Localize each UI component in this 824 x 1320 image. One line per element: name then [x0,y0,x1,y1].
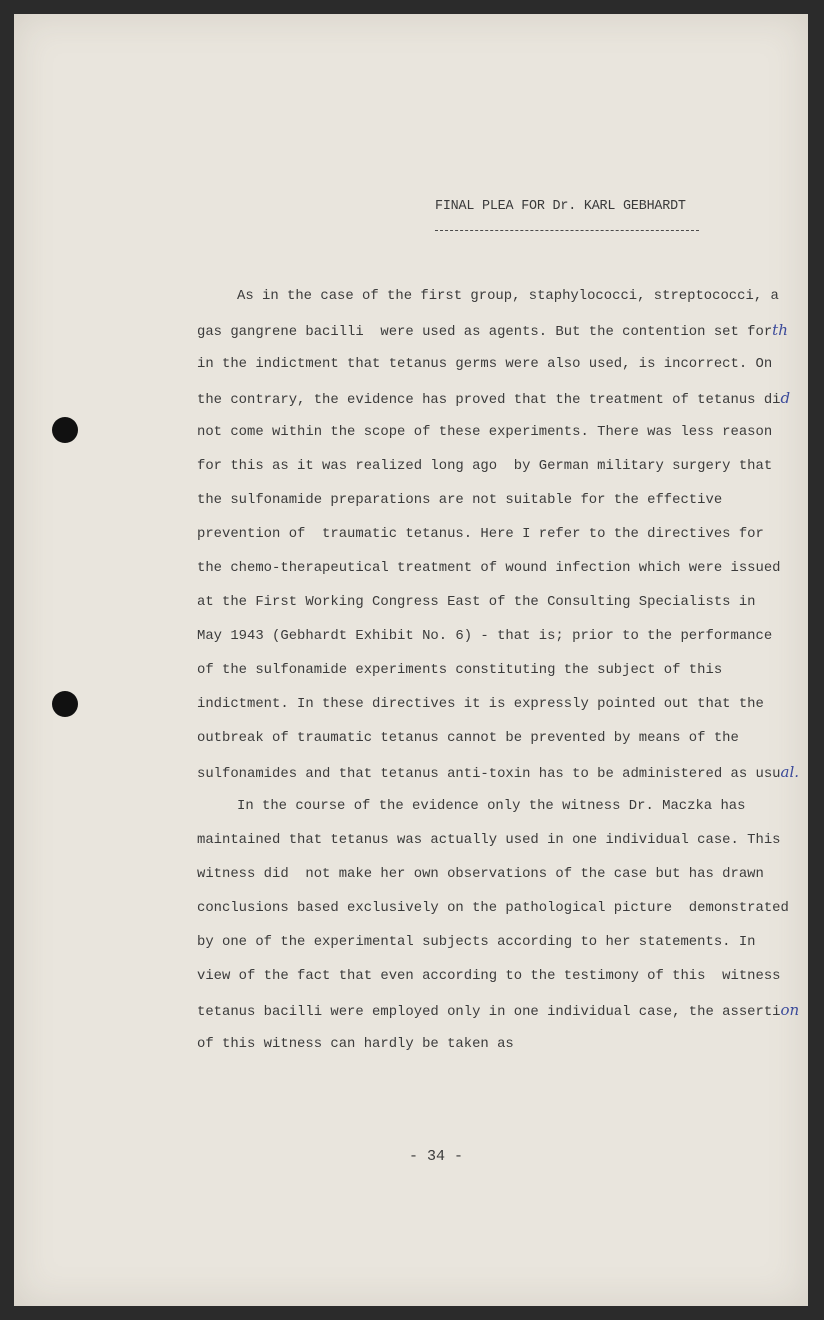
text-line: the chemo-therapeutical treatment of wound infection which were issued [197,560,781,576]
text-line: at the First Working Congress East of the Consulting Specialists in [197,594,756,610]
paragraph-1 [197,279,800,789]
handwritten-correction: d [780,389,791,407]
document-title: FINAL PLEA FOR Dr. KARL GEBHARDT [435,199,686,214]
page-number: - 34 - [409,1148,464,1165]
text-line: prevention of traumatic tetanus. Here I refer to the directives for [197,526,764,542]
text-line: tetanus bacilli were employed only in one individual case, the assertion [197,1001,800,1020]
text-line: not come within the scope of these experiments. There was less reason [197,424,773,440]
text-line: maintained that tetanus was actually used in one individual case. This [197,832,781,848]
text-line: by one of the experimental subjects according to her statements. In [197,934,756,950]
text-line: As in the case of the first group, staphylococci, streptococci, a [237,288,779,304]
body-text [197,279,800,1061]
document-page [14,14,808,1306]
handwritten-correction: th [772,321,788,339]
text-line: indictment. In these directives it is expressly pointed out that the [197,696,764,712]
text-line: gas gangrene bacilli were used as agents. But the contention set forth [197,321,788,340]
text-line: outbreak of traumatic tetanus cannot be prevented by means of the [197,730,739,746]
punch-hole-top [52,417,78,443]
text-line: the sulfonamide preparations are not suitable for the effective [197,492,723,508]
handwritten-correction: al. [780,763,800,781]
text-line: In the course of the evidence only the witness Dr. Maczka has [237,798,746,814]
text-line: of this witness can hardly be taken as [197,1036,514,1052]
text-line: conclusions based exclusively on the pathological picture demonstrated [197,900,789,916]
punch-hole-bottom [52,691,78,717]
text-line: of the sulfonamide experiments constituting the subject of this [197,662,723,678]
text-line: witness did not make her own observations of the case but has drawn [197,866,764,882]
text-line: in the indictment that tetanus germs were also used, is incorrect. On [197,356,773,372]
handwritten-correction: on [780,1001,800,1019]
text-line: the contrary, the evidence has proved that the treatment of tetanus did [197,389,791,408]
text-line: view of the fact that even according to the testimony of this witness [197,968,781,984]
title-underline [435,230,699,231]
text-line: for this as it was realized long ago by German military surgery that [197,458,773,474]
text-line: May 1943 (Gebhardt Exhibit No. 6) - that is; prior to the performance [197,628,773,644]
text-line: sulfonamides and that tetanus anti-toxin has to be administered as usual. [197,763,800,782]
paragraph-2 [197,789,800,1061]
